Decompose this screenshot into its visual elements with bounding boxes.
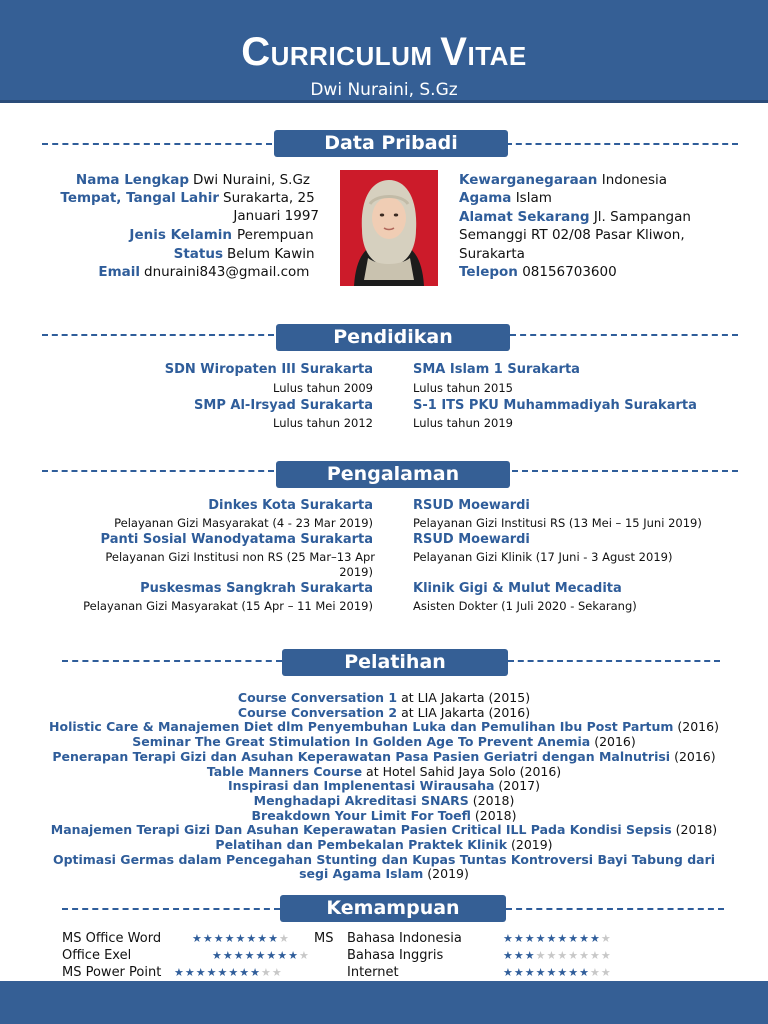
- footer-banner: [0, 981, 768, 1024]
- star-icon: ★: [535, 932, 547, 945]
- divider: [42, 143, 272, 145]
- star-icon: ★: [513, 966, 525, 979]
- star-icon: ★: [557, 932, 569, 945]
- skill-name: Bahasa Indonesia: [347, 931, 462, 946]
- star-icon: ★: [235, 932, 247, 945]
- experience-place: Dinkes Kota Surakarta: [208, 498, 373, 513]
- education-year: Lulus tahun 2012: [273, 416, 373, 430]
- star-icon: ★: [277, 949, 289, 962]
- divider: [506, 143, 738, 145]
- label-nama: Nama Lengkap: [75, 172, 189, 188]
- divider: [510, 334, 738, 336]
- training-list: [0, 691, 768, 882]
- section-kemampuan: Kemampuan: [280, 895, 506, 922]
- profile-photo: [340, 170, 438, 286]
- label-ttl: Tempat, Tangal Lahir: [60, 190, 219, 206]
- experience-desc: Pelayanan Gizi Institusi non RS (25 Mar–13 Apr: [105, 550, 375, 564]
- education-year: Lulus tahun 2009: [273, 381, 373, 395]
- training-item: Penerapan Terapi Gizi dan Asuhan Keperawatan Pasa Pasien Geriatri dengan Malnutrisi (2016): [52, 748, 716, 764]
- star-icon: ★: [590, 949, 601, 962]
- star-icon: ★: [546, 949, 558, 962]
- divider: [42, 470, 274, 472]
- section-pelatihan: Pelatihan: [282, 649, 508, 676]
- star-icon: ★: [224, 932, 236, 945]
- star-icon: ★: [257, 932, 269, 945]
- star-icon: ★: [535, 966, 547, 979]
- skill-name: Bahasa Inggris: [347, 948, 444, 963]
- star-icon: ★: [524, 949, 536, 962]
- star-icon: ★: [261, 966, 272, 979]
- training-item: Breakdown Your Limit For Toefl (2018): [251, 807, 517, 823]
- star-icon: ★: [600, 949, 612, 962]
- cv-name: Dwi Nuraini, S.Gz: [310, 80, 458, 100]
- star-icon: ★: [233, 949, 245, 962]
- star-icon: ★: [228, 966, 240, 979]
- training-item: Inspirasi dan Implenentasi Wirausaha (2017): [227, 778, 540, 794]
- star-icon: ★: [568, 966, 580, 979]
- star-icon: ★: [557, 949, 569, 962]
- divider: [42, 334, 274, 336]
- star-icon: ★: [244, 949, 256, 962]
- star-icon: ★: [174, 966, 185, 979]
- education-year: Lulus tahun 2019: [413, 416, 513, 430]
- training-item: Manajemen Terapi Gizi Dan Asuhan Keperawatan Pasien Critical ILL Pada Kondisi Sepsis (2018): [50, 822, 718, 838]
- section-pendidikan: Pendidikan: [276, 324, 510, 351]
- star-icon: ★: [299, 949, 310, 962]
- star-icon: ★: [600, 966, 612, 979]
- training-item: Seminar The Great Stimulation In Golden Age To Prevent Anemia (2016): [132, 734, 636, 750]
- star-icon: ★: [246, 932, 258, 945]
- divider: [512, 470, 738, 472]
- star-icon: ★: [206, 966, 218, 979]
- star-icon: ★: [524, 932, 536, 945]
- star-icon: ★: [524, 966, 536, 979]
- experience-desc: Pelayanan Gizi Masyarakat (4 - 23 Mar 2019): [114, 516, 373, 530]
- value-alamat-2: Semanggi RT 02/08 Pasar Kliwon,: [459, 227, 685, 243]
- star-icon: ★: [239, 966, 251, 979]
- divider: [62, 908, 280, 910]
- skill-rating: [503, 931, 612, 947]
- value-nama: Dwi Nuraini, S.Gz: [193, 172, 311, 188]
- skill-rating: [212, 948, 310, 964]
- star-icon: ★: [268, 932, 279, 945]
- skill-name: Office Exel: [62, 948, 132, 963]
- star-icon: ★: [579, 966, 590, 979]
- cv-title: CURRICULUM VITAE: [241, 30, 527, 74]
- experience-desc: Pelayanan Gizi Klinik (17 Juni - 3 Agust 2019): [413, 550, 673, 564]
- star-icon: ★: [503, 966, 514, 979]
- education-school: SMA Islam 1 Surakarta: [413, 362, 580, 377]
- education-school: SDN Wiropaten III Surakarta: [164, 362, 373, 377]
- experience-desc: Pelayanan Gizi Masyarakat (15 Apr – 11 Mei 2019): [83, 599, 373, 613]
- star-icon: ★: [600, 932, 612, 945]
- row-agama: Agama Islam: [459, 190, 552, 206]
- star-icon: ★: [222, 949, 234, 962]
- row-kewarganegaraan: Kewarganegaraan Indonesia: [459, 172, 668, 188]
- divider: [506, 908, 724, 910]
- value-ttl: Surakarta, 25: [223, 190, 315, 206]
- row-telepon: Telepon 08156703600: [459, 264, 617, 280]
- star-icon: ★: [546, 966, 558, 979]
- training-item: Holistic Care & Manajemen Diet dlm Penyembuhan Luka dan Pemulihan Ibu Post Partum (2016): [49, 719, 719, 735]
- education-school: SMP Al-Irsyad Surakarta: [194, 398, 373, 413]
- star-icon: ★: [184, 966, 196, 979]
- star-icon: ★: [250, 966, 261, 979]
- experience-place: Klinik Gigi & Mulut Mecadita: [413, 581, 622, 596]
- skill-name: Internet: [347, 965, 399, 980]
- star-icon: ★: [503, 949, 514, 962]
- skill-rating: [192, 931, 290, 947]
- training-item: Optimasi Germas dalam Pencegahan Stunting dan Kupas Tuntas Kontroversi Bayi Tabung dari: [52, 851, 716, 867]
- skill-name: MS Power Point: [62, 965, 162, 980]
- section-data-pribadi: Data Pribadi: [274, 130, 508, 157]
- star-icon: ★: [213, 932, 225, 945]
- education-school: S-1 ITS PKU Muhammadiyah Surakarta: [413, 398, 697, 413]
- row-alamat: Alamat Sekarang Jl. Sampangan: [459, 209, 691, 225]
- label-jenis-kelamin: Jenis Kelamin: [129, 227, 232, 243]
- section-pengalaman: Pengalaman: [276, 461, 510, 488]
- star-icon: ★: [513, 932, 525, 945]
- star-icon: ★: [255, 949, 267, 962]
- star-icon: ★: [192, 932, 203, 945]
- star-icon: ★: [212, 949, 223, 962]
- star-icon: ★: [503, 932, 514, 945]
- star-icon: ★: [217, 966, 229, 979]
- value-status: Belum Kawin: [227, 246, 315, 262]
- skill-rating: [174, 965, 283, 981]
- value-alamat-3: Surakarta: [459, 246, 525, 262]
- training-item: Course Conversation 1 at LIA Jakarta (2015): [237, 690, 531, 705]
- experience-desc: Pelayanan Gizi Institusi RS (13 Mei – 15 Juni 2019): [413, 516, 702, 530]
- experience-place: RSUD Moewardi: [413, 498, 530, 513]
- skill-suffix: MS: [314, 931, 334, 946]
- training-item: Table Manners Course at Hotel Sahid Jaya Solo (2016): [206, 763, 562, 779]
- star-icon: ★: [590, 966, 601, 979]
- header-banner: [0, 0, 768, 103]
- value-email: dnuraini843@gmail.com: [144, 264, 310, 280]
- training-item: Course Conversation 2 at LIA Jakarta (2016): [237, 704, 531, 720]
- label-email: Email: [98, 264, 140, 280]
- star-icon: ★: [557, 966, 569, 979]
- label-status: Status: [173, 246, 223, 262]
- star-icon: ★: [195, 966, 207, 979]
- star-icon: ★: [568, 932, 580, 945]
- education-year: Lulus tahun 2015: [413, 381, 513, 395]
- star-icon: ★: [535, 949, 547, 962]
- experience-place: Panti Sosial Wanodyatama Surakarta: [100, 532, 373, 547]
- star-icon: ★: [266, 949, 278, 962]
- skill-name: MS Office Word: [62, 931, 162, 946]
- experience-place: RSUD Moewardi: [413, 532, 530, 547]
- training-item: Menghadapi Akreditasi SNARS (2018): [253, 792, 515, 808]
- star-icon: ★: [279, 932, 290, 945]
- divider: [62, 660, 282, 662]
- star-icon: ★: [590, 932, 601, 945]
- star-icon: ★: [568, 949, 580, 962]
- star-icon: ★: [202, 932, 214, 945]
- experience-desc: 2019): [339, 565, 373, 579]
- experience-desc: Asisten Dokter (1 Juli 2020 - Sekarang): [413, 599, 637, 613]
- skill-rating: [503, 948, 612, 964]
- experience-place: Puskesmas Sangkrah Surakarta: [140, 581, 373, 596]
- value-ttl-2: Januari 1997: [233, 208, 319, 224]
- training-item: Pelatihan dan Pembekalan Praktek Klinik (2019): [215, 837, 553, 853]
- skill-rating: [503, 965, 612, 981]
- star-icon: ★: [513, 949, 525, 962]
- star-icon: ★: [579, 949, 590, 962]
- training-item: segi Agama Islam (2019): [299, 866, 469, 882]
- divider: [508, 660, 720, 662]
- star-icon: ★: [271, 966, 283, 979]
- star-icon: ★: [546, 932, 558, 945]
- star-icon: ★: [579, 932, 590, 945]
- star-icon: ★: [288, 949, 299, 962]
- value-jenis-kelamin: Perempuan: [237, 227, 314, 243]
